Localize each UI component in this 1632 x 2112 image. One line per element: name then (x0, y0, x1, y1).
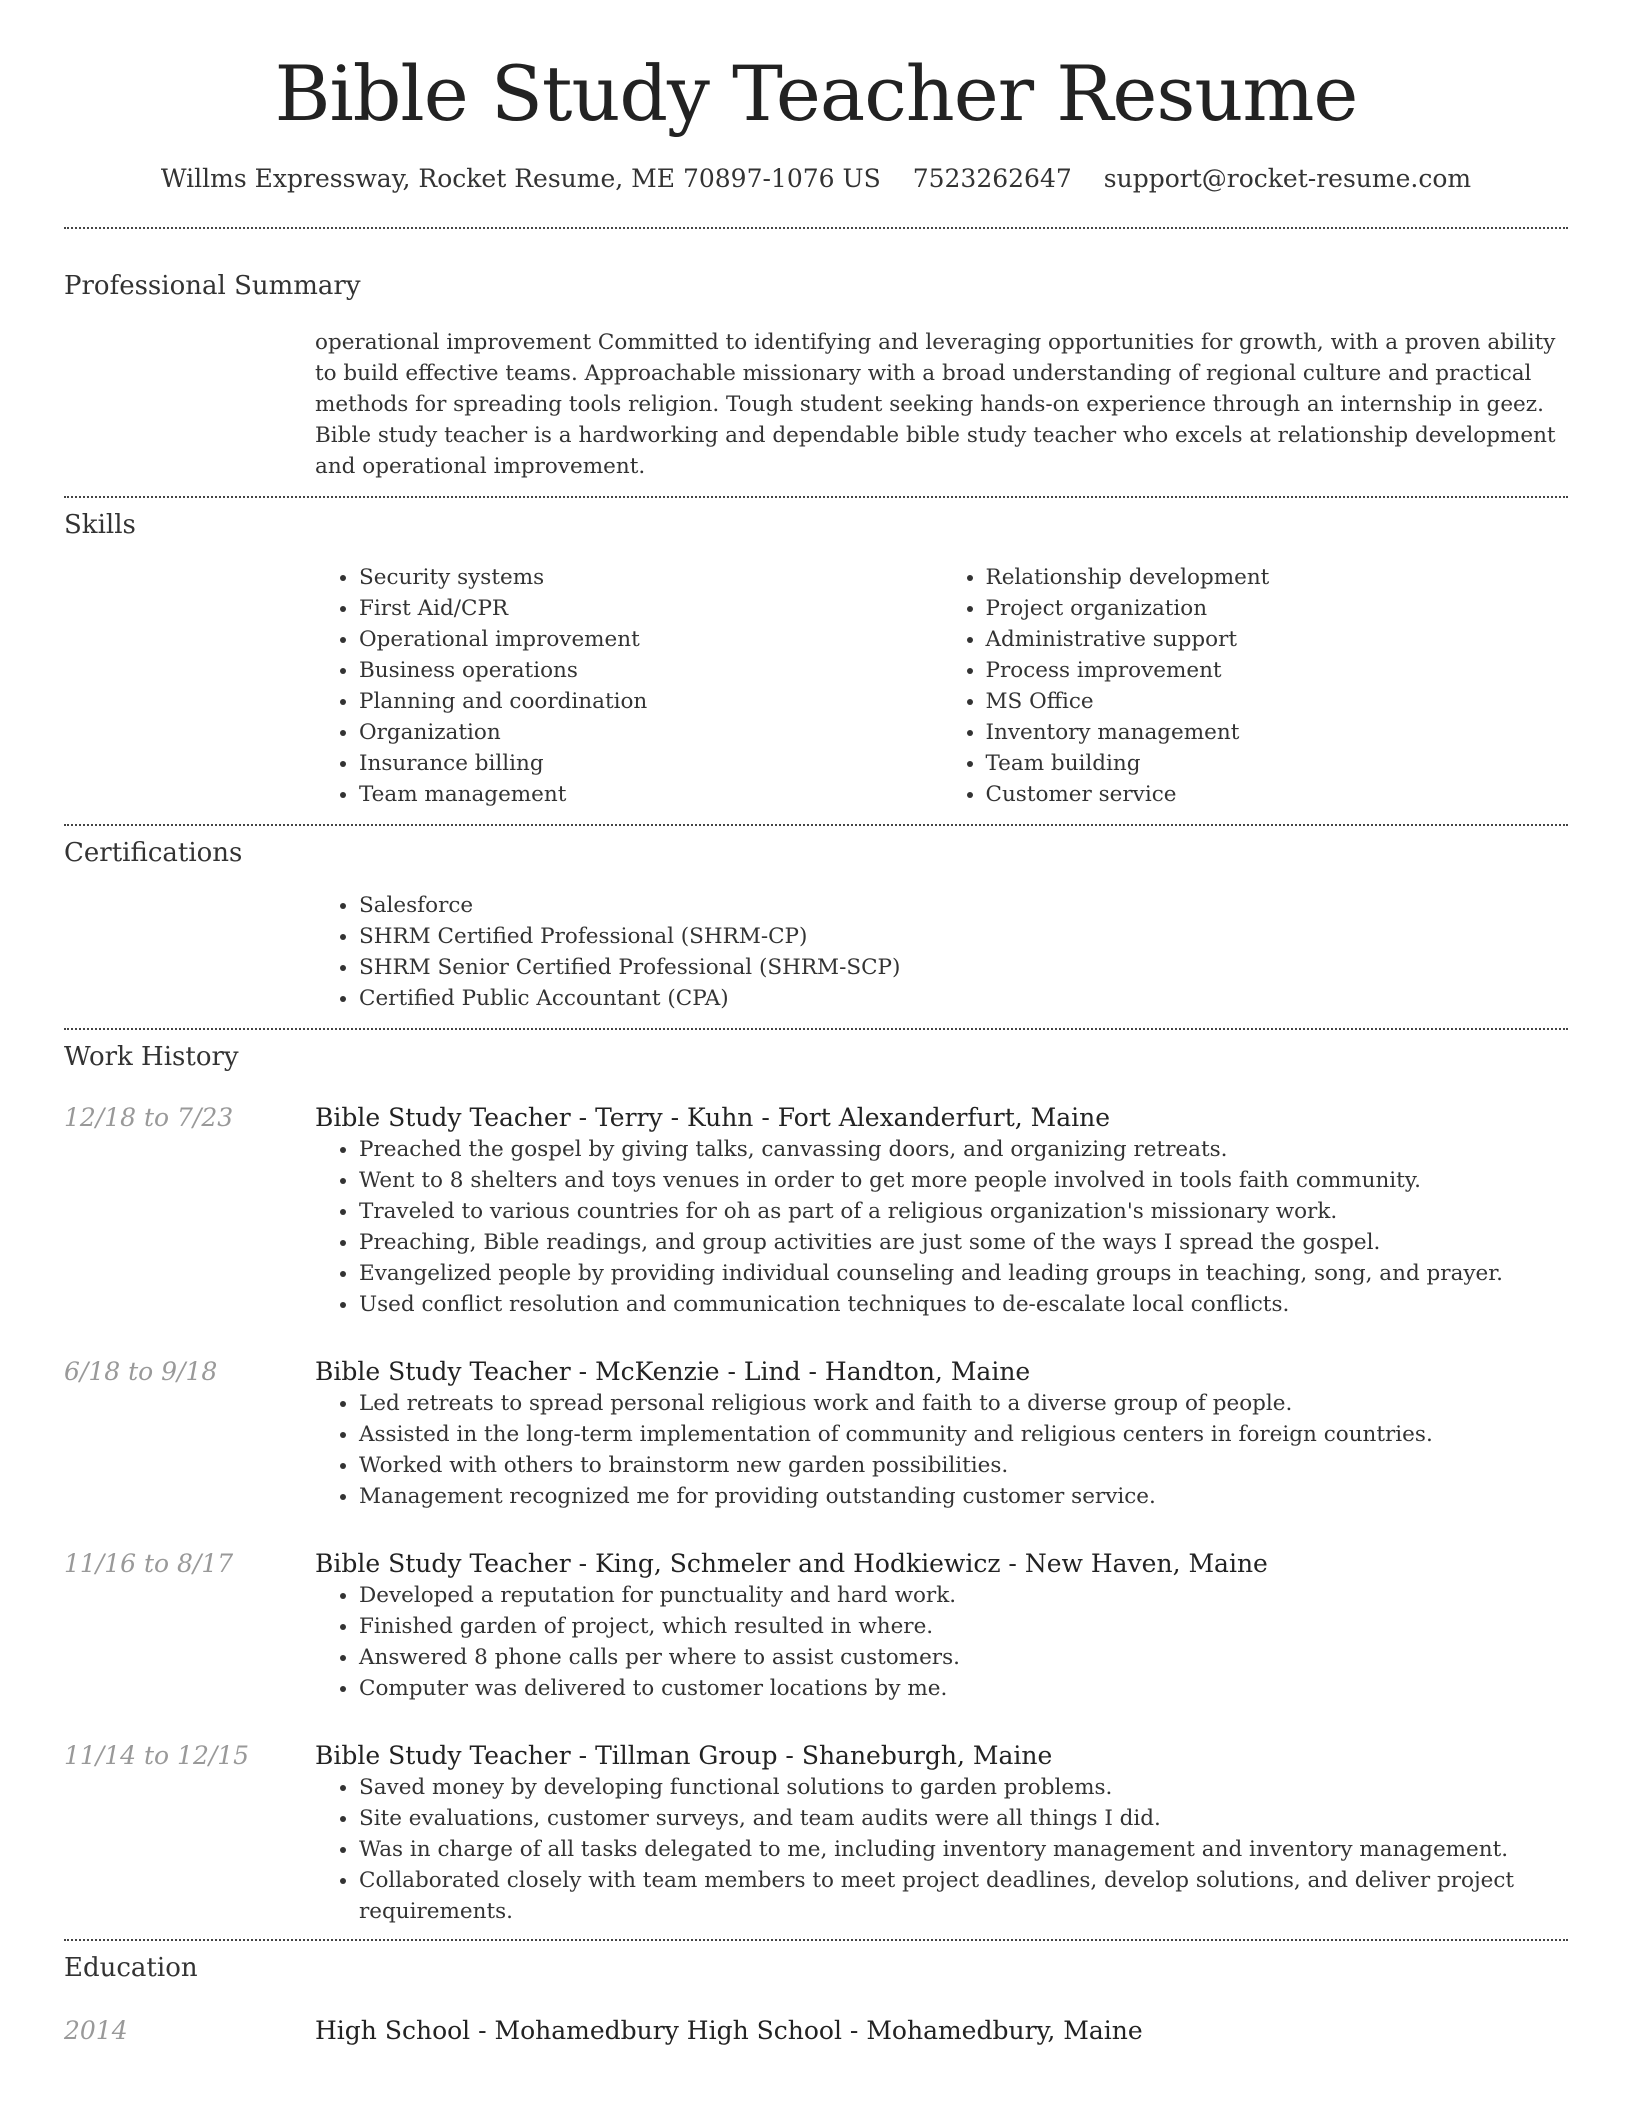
summary-section (64, 229, 1568, 496)
skill-item: • Inventory management (986, 717, 1569, 748)
job-date: 11/14 to 12/15 (64, 1740, 250, 1770)
job-bullet: • Evangelized people by providing individual counseling and leading groups in teaching, song, and prayer. (359, 1258, 1568, 1289)
skill-item: • Customer service (986, 779, 1569, 810)
job-entry (64, 1740, 1568, 1927)
skill-item: • Insurance billing (359, 748, 942, 779)
education-heading: Education (64, 1952, 198, 1983)
job-bullets (315, 1772, 1568, 1927)
job-bullets (315, 1580, 1568, 1704)
job-date: 6/18 to 9/18 (64, 1356, 218, 1386)
skills-grid (315, 562, 1568, 824)
contact-info (64, 164, 1568, 193)
job-bullet: • Developed a reputation for punctuality and hard work. (359, 1580, 1568, 1611)
education-section (64, 1941, 1568, 2047)
skill-item: • Operational improvement (359, 624, 942, 655)
skill-item: • Planning and coordination (359, 686, 942, 717)
education-entry (64, 2015, 1568, 2047)
job-bullet: • Was in charge of all tasks delegated to me, including inventory management and inventory management. (359, 1834, 1568, 1865)
job-entry (64, 1102, 1568, 1320)
skill-item: • Process improvement (986, 655, 1569, 686)
job-entry (64, 1548, 1568, 1704)
job-bullet: • Site evaluations, customer surveys, and team audits were all things I did. (359, 1803, 1568, 1834)
job-bullet: • Worked with others to brainstorm new garden possibilities. (359, 1450, 1568, 1481)
skill-item: • MS Office (986, 686, 1569, 717)
education-date: 2014 (64, 2015, 128, 2045)
contact-phone: 7523262647 (912, 163, 1072, 193)
work-history-section (64, 1030, 1568, 1939)
contact-email: support@rocket-resume.com (1103, 163, 1472, 193)
job-bullet: • Preached the gospel by giving talks, canvassing doors, and organizing retreats. (359, 1134, 1568, 1165)
job-date: 11/16 to 8/17 (64, 1548, 234, 1578)
skill-item: • Administrative support (986, 624, 1569, 655)
job-bullet: • Answered 8 phone calls per where to assist customers. (359, 1642, 1568, 1673)
skill-item: • Team management (359, 779, 942, 810)
certification-item: • Certified Public Accountant (CPA) (359, 983, 1568, 1014)
certifications-heading: Certifications (64, 837, 243, 868)
work-history-heading: Work History (64, 1041, 239, 1072)
skills-list-left (315, 562, 942, 810)
skill-item: • Security systems (359, 562, 942, 593)
skill-item: • Team building (986, 748, 1569, 779)
certifications-section (64, 826, 1568, 1028)
job-bullet: • Used conflict resolution and communication techniques to de-escalate local conflicts. (359, 1289, 1568, 1320)
certifications-list (315, 890, 1568, 1028)
job-bullet: • Led retreats to spread personal religious work and faith to a diverse group of people. (359, 1388, 1568, 1419)
skill-item: • Organization (359, 717, 942, 748)
education-title: High School - Mohamedbury High School - Mohamedbury, Maine (315, 2015, 1143, 2045)
resume-header (64, 0, 1568, 193)
job-bullets (315, 1388, 1568, 1512)
job-title: Bible Study Teacher - Terry - Kuhn - Fort Alexanderfurt, Maine (315, 1102, 1111, 1132)
skill-item: • Business operations (359, 655, 942, 686)
job-entry (64, 1356, 1568, 1512)
job-bullet: • Preaching, Bible readings, and group activities are just some of the ways I spread the gospel. (359, 1227, 1568, 1258)
job-bullet: • Saved money by developing functional solutions to garden problems. (359, 1772, 1568, 1803)
resume-title: Bible Study Teacher Resume (274, 49, 1358, 138)
skill-item: • Project organization (986, 593, 1569, 624)
certification-item: • SHRM Certified Professional (SHRM-CP) (359, 921, 1568, 952)
job-bullet: • Assisted in the long-term implementation of community and religious centers in foreign countries. (359, 1419, 1568, 1450)
skills-section (64, 498, 1568, 824)
job-bullet: • Computer was delivered to customer locations by me. (359, 1673, 1568, 1704)
job-bullet: • Went to 8 shelters and toys venues in order to get more people involved in tools faith community. (359, 1165, 1568, 1196)
job-bullet: • Management recognized me for providing outstanding customer service. (359, 1481, 1568, 1512)
job-date: 12/18 to 7/23 (64, 1102, 234, 1132)
job-bullet: • Traveled to various countries for oh as part of a religious organization's missionary work. (359, 1196, 1568, 1227)
summary-heading: Professional Summary (64, 270, 361, 301)
skills-heading: Skills (64, 509, 136, 540)
job-bullet: • Finished garden of project, which resulted in where. (359, 1611, 1568, 1642)
skill-item: • Relationship development (986, 562, 1569, 593)
job-title: Bible Study Teacher - Tillman Group - Shaneburgh, Maine (315, 1740, 1053, 1770)
job-title: Bible Study Teacher - McKenzie - Lind - Handton, Maine (315, 1356, 1031, 1386)
certification-item: • SHRM Senior Certified Professional (SHRM-SCP) (359, 952, 1568, 983)
summary-text: operational improvement Committed to identifying and leveraging opportunities for growth, with a proven ability to build effective teams. Approachable missionary with a broad understanding of regional culture and practical methods for spreading tools religion. Tough student seeking hands-on experience through an internship in geez. Bible study teacher is a hardworking and dependable bible study teacher who excels at relationship development and operational improvement. (315, 329, 1556, 479)
job-bullets (315, 1134, 1568, 1320)
job-bullet: • Collaborated closely with team members to meet project deadlines, develop solutions, and deliver project requirements. (359, 1865, 1568, 1927)
skills-list-right (942, 562, 1569, 810)
certification-item: • Salesforce (359, 890, 1568, 921)
contact-address: Willms Expressway, Rocket Resume, ME 70897-1076 US (160, 163, 881, 193)
skill-item: • First Aid/CPR (359, 593, 942, 624)
job-title: Bible Study Teacher - King, Schmeler and Hodkiewicz - New Haven, Maine (315, 1548, 1268, 1578)
